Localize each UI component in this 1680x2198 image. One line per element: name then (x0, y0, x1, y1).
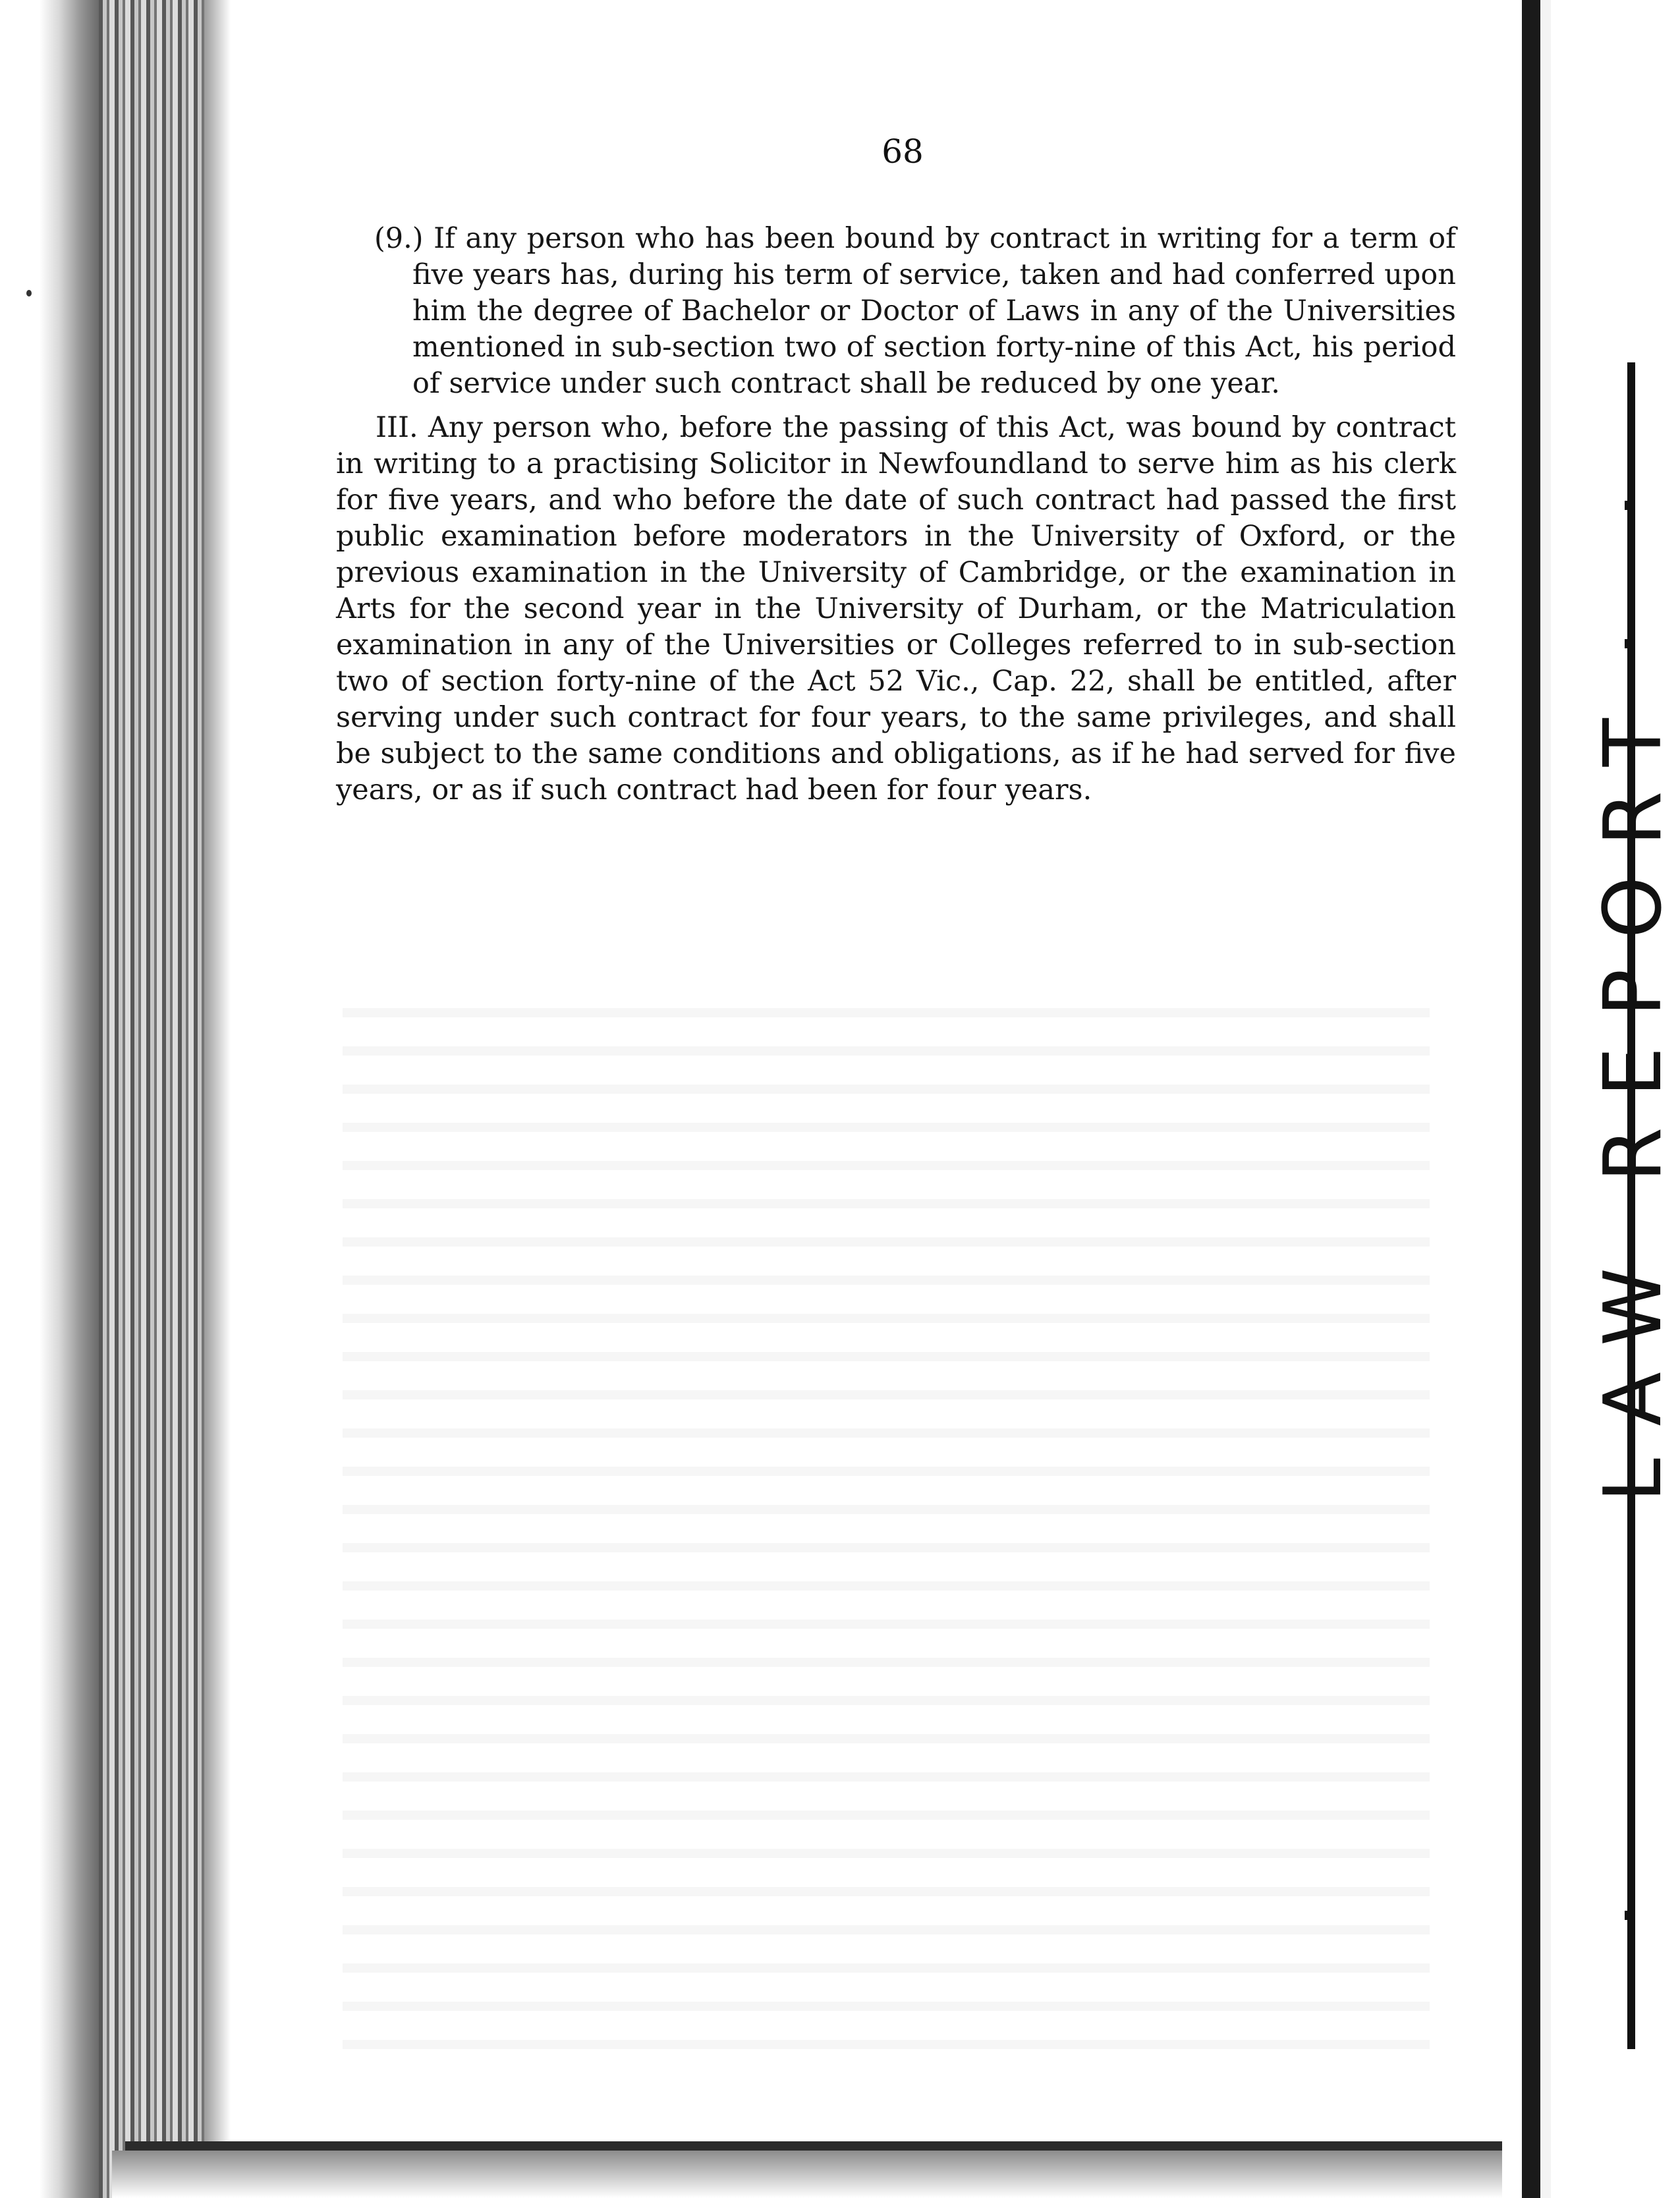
page-number: 68 (882, 132, 924, 171)
spine-title: LAW REPORT (1588, 688, 1679, 1502)
spine-tick (1625, 1911, 1631, 1920)
binding-gutter (0, 0, 99, 2198)
body-text (336, 221, 1456, 816)
page-edges (99, 0, 204, 2198)
page-bottom-edge (125, 2141, 1502, 2151)
paragraph-sub-section-9: (9.) If any person who has been bound by contract in writing for a term of five years has, during his term of service, taken and had conferred upon him the degree of Bachelor or Doctor of Laws in any of the Universities mentioned in sub-section two of section forty-nine of this Act, his period of service under such contract shall be reduced by one year. (374, 222, 1456, 400)
page-right-edge (1522, 0, 1540, 2198)
paragraph-section-iii: III. Any person who, before the passing of this Act, was bound by contract in writing to a practising Solicitor in Newfoundland to serve him as his clerk for five years, and who before the date of such contract had passed the first public examination before moderators in the University of Oxford, or the previous examination in the University of Cambridge, or the examination in Arts for the second year in the University of Durham, or the Matriculation examination in any of the Universities or Colleges referred to in sub-section two of section forty-nine of the Act 52 Vic., Cap. 22, shall be entitled, after serving under such contract for four years, to the same privileges, and shall be subject to the same conditions and obligations, as if he had served for five years, or as if such contract had been for four years. (336, 411, 1456, 806)
spine-tick (1625, 639, 1631, 648)
stray-mark (26, 290, 32, 296)
spine-gap (1540, 0, 1551, 2198)
page-bottom-shadow (112, 2151, 1502, 2198)
show-through-text (343, 988, 1430, 2056)
gutter-shadow (204, 0, 231, 2198)
spine-tick (1625, 501, 1631, 510)
